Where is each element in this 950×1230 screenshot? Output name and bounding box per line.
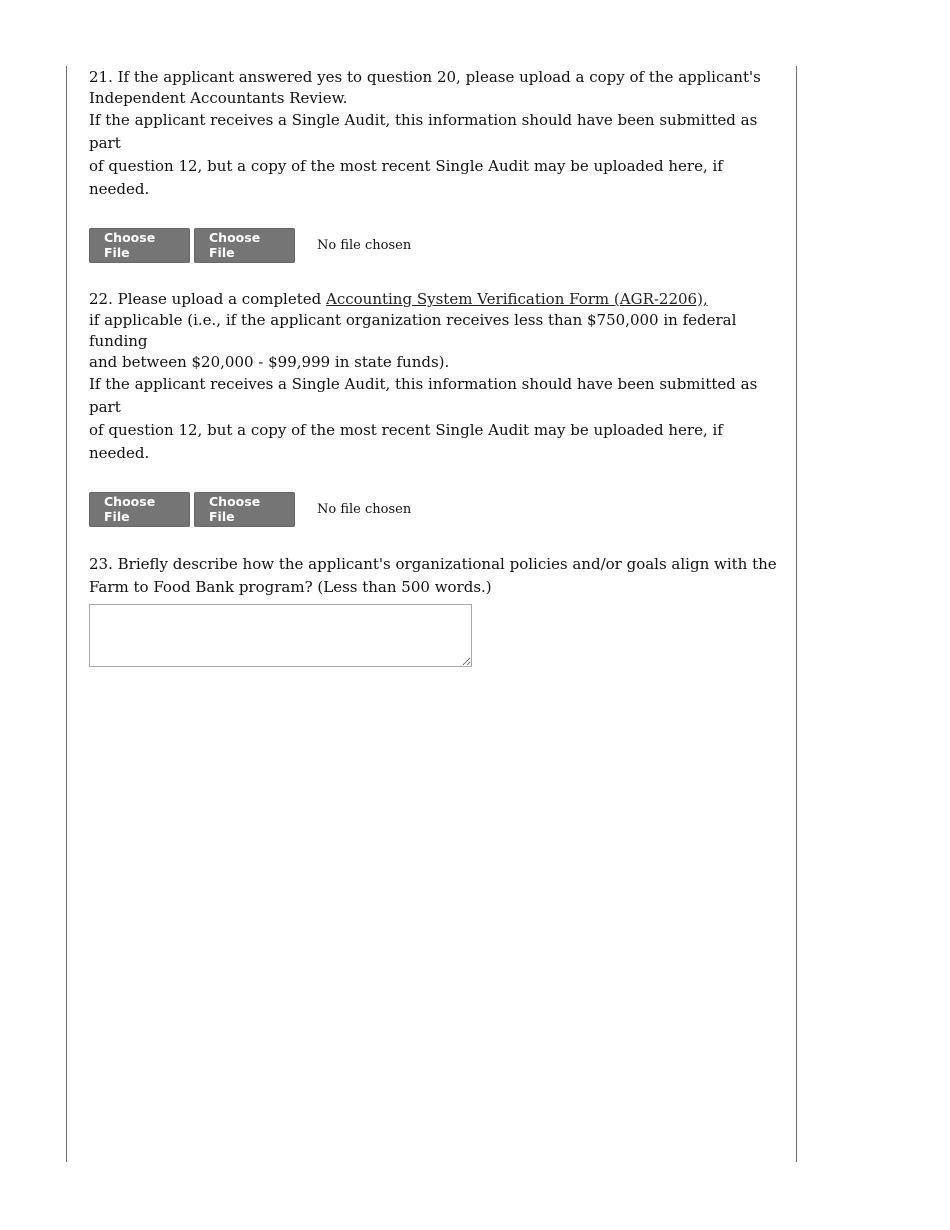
question-21-file-upload — [89, 227, 779, 263]
question-21-line-1: 21. If the applicant answered yes to question 20, please upload a copy of the applicant's — [89, 68, 761, 86]
question-22-text — [89, 289, 779, 373]
question-21-text — [89, 67, 779, 109]
file-status-text: No file chosen — [317, 501, 412, 517]
agr-2206-form-link[interactable]: Accounting System Verification Form (AGR-2206), — [326, 290, 708, 308]
question-22-note-line-1: If the applicant receives a Single Audit, this information should have been submitted as part — [89, 375, 758, 416]
question-22 — [89, 289, 779, 527]
question-22-prefix: 22. Please upload a completed — [89, 290, 326, 308]
choose-file-button[interactable]: Choose File — [194, 492, 295, 527]
question-21-note — [89, 109, 779, 201]
question-21 — [89, 67, 779, 263]
question-23 — [89, 553, 779, 667]
form-content — [89, 66, 779, 667]
choose-file-button[interactable]: Choose File — [89, 492, 190, 527]
choose-file-button[interactable]: Choose File — [194, 228, 295, 263]
question-23-line-2: Farm to Food Bank program? (Less than 500 words.) — [89, 578, 492, 596]
question-23-text — [89, 553, 779, 599]
file-status-text: No file chosen — [317, 237, 412, 253]
question-22-file-upload — [89, 491, 779, 527]
question-21-line-2: Independent Accountants Review. — [89, 89, 348, 107]
question-23-line-1: 23. Briefly describe how the applicant's organizational policies and/or goals align with the — [89, 555, 777, 573]
question-21-note-line-1: If the applicant receives a Single Audit, this information should have been submitted as part — [89, 111, 758, 152]
choose-file-button[interactable]: Choose File — [89, 228, 190, 263]
question-22-line-2: if applicable (i.e., if the applicant organization receives less than $750,000 in federal funding — [89, 311, 737, 350]
alignment-description-textarea[interactable] — [89, 604, 472, 667]
question-22-note — [89, 373, 779, 465]
question-22-note-line-2: of question 12, but a copy of the most recent Single Audit may be uploaded here, if needed. — [89, 421, 723, 462]
question-21-note-line-2: of question 12, but a copy of the most recent Single Audit may be uploaded here, if needed. — [89, 157, 723, 198]
question-22-line-3: and between $20,000 - $99,999 in state funds). — [89, 353, 450, 371]
